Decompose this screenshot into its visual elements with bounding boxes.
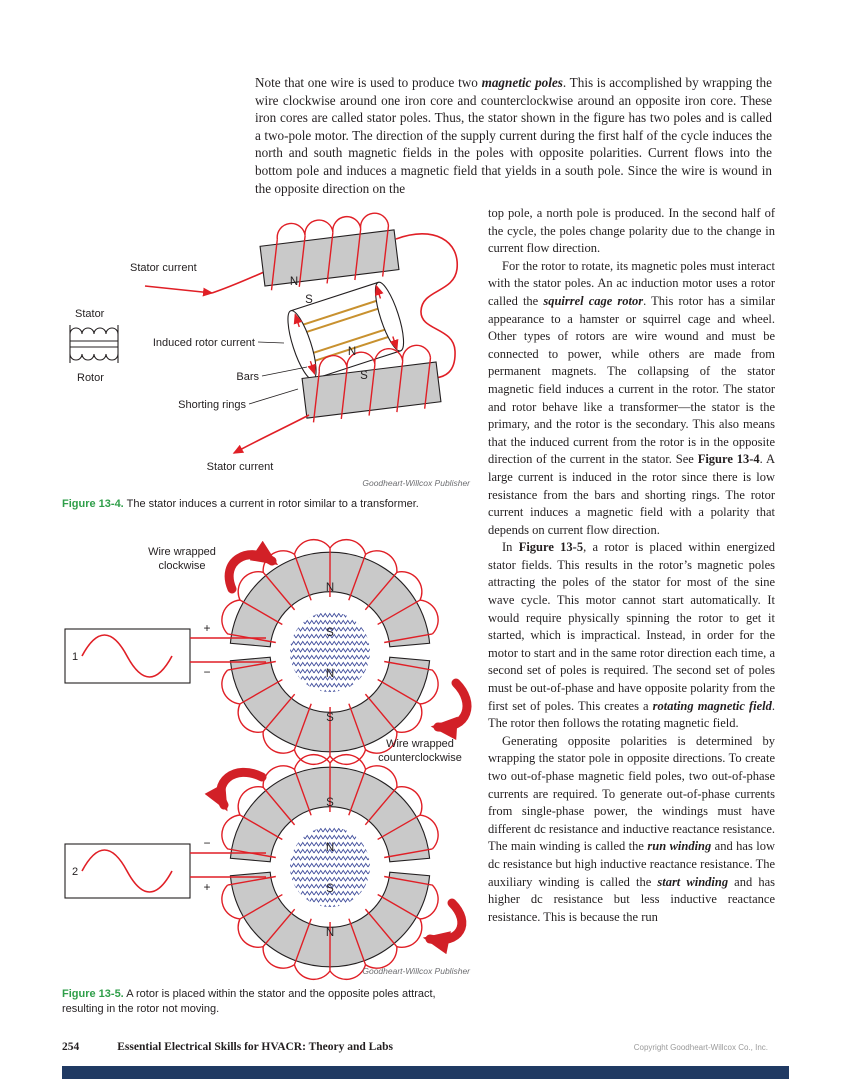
label-stator-current-top: Stator current bbox=[130, 262, 197, 274]
body-column bbox=[488, 205, 775, 926]
paragraph-3: In Figure 13-5, a rotor is placed within energized stator fields. This results in the rotor’s magnetic poles attracting the poles of the stator for most of the sine wave cycle. This motor cannot start automatically. It would require physically spinning the rotor to get it started, which is impractical. Instead, in order for the motor to start and in the same rotor direction each time, a second set of poles is required. The second set of poles must be out-of-phase and have opposite polarity from the first set of poles. This creates a rotating magnetic field. The rotor then follows the rotating magnetic field. bbox=[488, 540, 776, 731]
pole-label: N bbox=[325, 582, 335, 594]
pole-label-n-bottom: N bbox=[347, 346, 357, 358]
terminal-sign: + bbox=[203, 621, 211, 635]
terminal-sign: − bbox=[203, 665, 211, 679]
rotation-arrow-counterclockwise bbox=[438, 683, 467, 727]
label-shorting-rings: Shorting rings bbox=[178, 399, 246, 411]
page-number: 254 bbox=[62, 1041, 80, 1053]
figure-caption-label: Figure 13-5. bbox=[62, 988, 124, 1000]
label-bars: Bars bbox=[236, 371, 259, 383]
pointer-induced-rotor-current bbox=[258, 342, 284, 343]
intro-paragraph: Note that one wire is used to produce two magnetic poles. This is accomplished by wrapping the wire clockwise around one iron core and counterclockwise around an opposite iron core. These iron cores are called stator poles. Thus, the stator shown in the figure has two poles and is called a two-pole motor. The direction of the supply current during the first half of the cycle induces the north and south magnetic fields in the poles with opposite polarities. Current flows into the bottom pole and induces a magnetic field that yields in a south pole. Since the wire is wound in the opposite direction on the bbox=[255, 75, 772, 196]
figure-13-4-caption bbox=[62, 497, 470, 512]
rotor-cylinder bbox=[282, 280, 409, 382]
figure-13-5-caption bbox=[62, 987, 470, 1016]
stator-wire-entry bbox=[212, 272, 264, 293]
pole-label: N bbox=[325, 842, 335, 854]
page-footer bbox=[62, 1041, 768, 1053]
transformer-symbol bbox=[70, 325, 118, 363]
label-stator: Stator bbox=[75, 308, 105, 320]
pole-label-n-top: N bbox=[289, 276, 299, 288]
pole-label: N bbox=[325, 668, 335, 680]
pointer-bars bbox=[262, 367, 307, 376]
stator-ring bbox=[214, 532, 446, 771]
pole-label: N bbox=[325, 927, 335, 939]
footer-bar bbox=[62, 1066, 789, 1079]
label-wire-wrapped-clockwise: Wire wrapped bbox=[148, 546, 216, 558]
figure-caption-text: The stator induces a current in rotor similar to a transformer. bbox=[126, 498, 419, 510]
source-1-number: 1 bbox=[72, 651, 79, 663]
terminal-sign: + bbox=[203, 880, 211, 894]
label-wire-wrapped-counterclockwise: Wire wrapped bbox=[386, 738, 454, 750]
copyright-notice: Copyright Goodheart-Willcox Co., Inc. bbox=[633, 1043, 768, 1052]
pole-label: S bbox=[326, 712, 334, 724]
figure-13-5-diagram bbox=[62, 535, 472, 985]
pole-label: S bbox=[326, 627, 334, 639]
stator-wire-loop bbox=[396, 234, 457, 378]
label-wire-wrapped-clockwise: clockwise bbox=[158, 560, 206, 572]
paragraph-2: For the rotor to rotate, its magnetic poles must interact with the stator poles. An ac induction motor uses a rotor called the squirrel cage rotor. This rotor has a similar appearance to a hamster or squirrel cage and wheel. Other types of rotors are wire wound and must be connected to power, while others are made from permanent magnets. The collapsing of the stator magnetic field induces a current in the rotor. The stator and rotor behave like a transformer—the stator is the primary, and the rotor is the secondary. This also means that the induced current from the rotor is in the opposite direction of the current in the stator. See Figure 13-4. A large current is induced in the rotor since there is low resistance from the bars and shorting rings. The rotor current induces a magnetic field with a polarity that depends on current flow direction. bbox=[488, 258, 776, 537]
source-2-number: 2 bbox=[72, 866, 79, 878]
pole-label: S bbox=[326, 797, 334, 809]
label-wire-wrapped-counterclockwise: counterclockwise bbox=[378, 752, 462, 764]
figure-credit: Goodheart-Willcox Publisher bbox=[362, 966, 470, 976]
pole-label: S bbox=[326, 883, 334, 895]
stator-pole-top bbox=[258, 211, 400, 291]
terminal-sign: − bbox=[203, 836, 211, 850]
pole-label-s-bottom: S bbox=[360, 370, 368, 382]
label-stator-current-bottom: Stator current bbox=[206, 461, 274, 473]
figure-13-4-diagram bbox=[62, 213, 472, 490]
stator-current-arrow-top bbox=[145, 286, 212, 293]
rotation-arrow bbox=[430, 903, 462, 940]
pole-label-s-top: S bbox=[305, 294, 313, 306]
paragraph-4: Generating opposite polarities is determined by wrapping the stator pole in opposite directions. To create two out-of-phase magnetic field poles, two out-of-phase currents are required. To generate out-of-phase currents from single-phase power, the windings must have different dc resistance and inductive reactance resistance. The main winding is called the run winding and has low dc resistance but high inductive reactance resistance. The auxiliary winding is called the start winding and has higher dc resistance but less inductive reactance resistance. This is because the run bbox=[488, 733, 775, 924]
figure-credit: Goodheart-Willcox Publisher bbox=[362, 478, 470, 488]
stator-current-arrow-bottom bbox=[234, 415, 309, 453]
label-induced-rotor-current: Induced rotor current bbox=[152, 337, 255, 349]
book-title: Essential Electrical Skills for HVACR: Theory and Labs bbox=[117, 1041, 393, 1053]
paragraph-1: top pole, a north pole is produced. In the second half of the cycle, the poles change polarity due to the change in current flow direction. bbox=[488, 206, 775, 256]
label-rotor: Rotor bbox=[77, 372, 104, 384]
figure-caption-text: A rotor is placed within the stator and the opposite poles attract, resulting in the rotor not moving. bbox=[62, 988, 436, 1015]
figure-caption-label: Figure 13-4. bbox=[62, 498, 124, 510]
pointer-shorting-rings bbox=[249, 389, 298, 404]
